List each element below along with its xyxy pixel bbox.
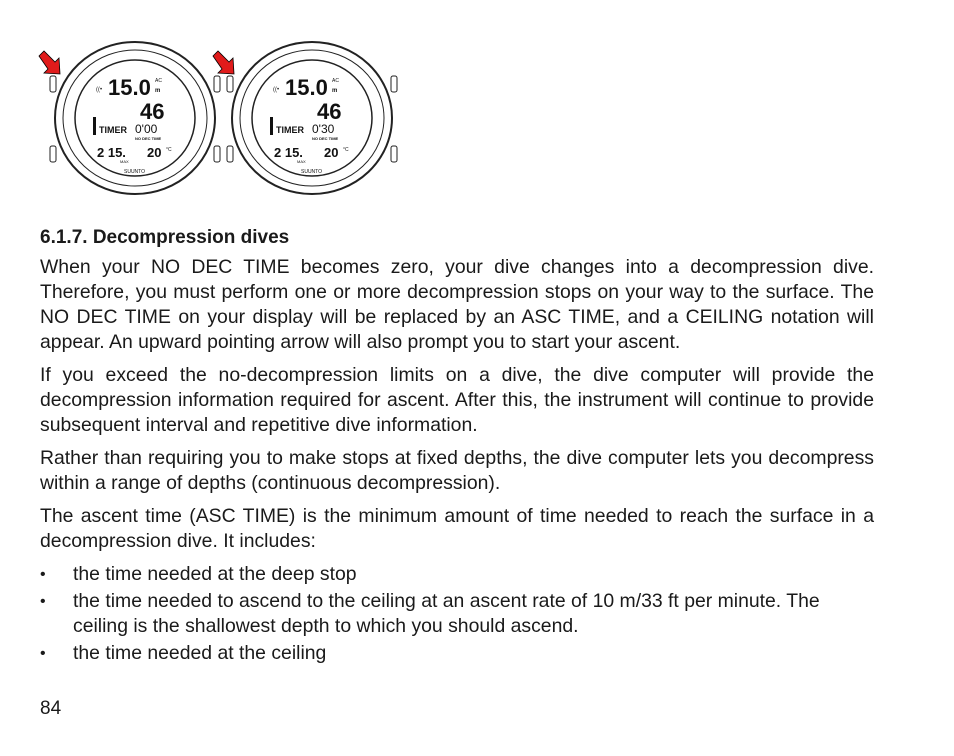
svg-text:0'30: 0'30	[312, 122, 335, 136]
dive-time-value: 46	[317, 99, 342, 124]
svg-text:MAX: MAX	[297, 159, 306, 164]
bullet-list	[40, 562, 874, 666]
paragraph: The ascent time (ASC TIME) is the minimum amount of time needed to reach the surface in a decompression dive. It includes:	[40, 505, 874, 552]
dive-computer-display-1	[45, 38, 225, 198]
dive-computer-figure	[30, 38, 400, 198]
svg-text:((•: ((•	[96, 87, 103, 93]
section-heading: 6.1.7. Decompression dives	[40, 227, 290, 248]
svg-text:m: m	[155, 88, 161, 94]
dive-time-value: 46	[140, 99, 165, 124]
svg-text:20: 20	[324, 145, 339, 160]
svg-text:2 15.: 2 15.	[97, 145, 126, 160]
svg-text:NO DEC TIME: NO DEC TIME	[135, 136, 162, 141]
svg-text:°C: °C	[166, 147, 172, 153]
svg-text:NO DEC TIME: NO DEC TIME	[312, 136, 339, 141]
bullet-icon: •	[40, 645, 46, 662]
svg-text:TIMER: TIMER	[276, 125, 304, 135]
list-item-text: the time needed to ascend to the ceiling at an ascent rate of 10 m/33 ft per minute. The ceiling is the shallowest depth to which you should ascend.	[73, 590, 820, 637]
svg-text:2 15.: 2 15.	[274, 145, 303, 160]
svg-text:m: m	[332, 88, 338, 94]
svg-text:MAX: MAX	[120, 159, 129, 164]
svg-text:0'00: 0'00	[135, 122, 158, 136]
svg-text:AC: AC	[155, 78, 162, 84]
svg-text:((•: ((•	[273, 87, 280, 93]
svg-text:TIMER: TIMER	[99, 125, 127, 135]
svg-text:20: 20	[147, 145, 162, 160]
list-item	[40, 589, 874, 639]
paragraph: If you exceed the no-decompression limits on a dive, the dive computer will provide the decompression information required for ascent. After this, the instrument will continue to provide subsequent interval and repetitive dive information.	[40, 364, 874, 436]
svg-text:AC: AC	[332, 78, 339, 84]
list-item-text: the time needed at the deep stop	[73, 563, 357, 585]
section-body	[40, 255, 874, 668]
list-item	[40, 641, 874, 666]
svg-text:SUUNTO: SUUNTO	[301, 169, 323, 175]
svg-text:SUUNTO: SUUNTO	[124, 169, 146, 175]
svg-text:°C: °C	[343, 147, 349, 153]
list-item	[40, 562, 874, 587]
dive-computer-display-2	[222, 38, 402, 198]
depth-value: 15.0	[285, 75, 328, 100]
paragraph: Rather than requiring you to make stops at fixed depths, the dive computer lets you decompress within a range of depths (continuous decompression).	[40, 447, 874, 494]
paragraph: When your NO DEC TIME becomes zero, your dive changes into a decompression dive. Therefore, you must perform one or more decompression stops on your way to the surface. The NO DEC TIME on your display will be replaced by an ASC TIME, and a CEILING notation will appear. An upward pointing arrow will also prompt you to start your ascent.	[40, 256, 874, 353]
page-number: 84	[40, 698, 62, 719]
bullet-icon: •	[40, 593, 46, 610]
bullet-icon: •	[40, 566, 46, 583]
depth-value: 15.0	[108, 75, 151, 100]
list-item-text: the time needed at the ceiling	[73, 642, 327, 664]
